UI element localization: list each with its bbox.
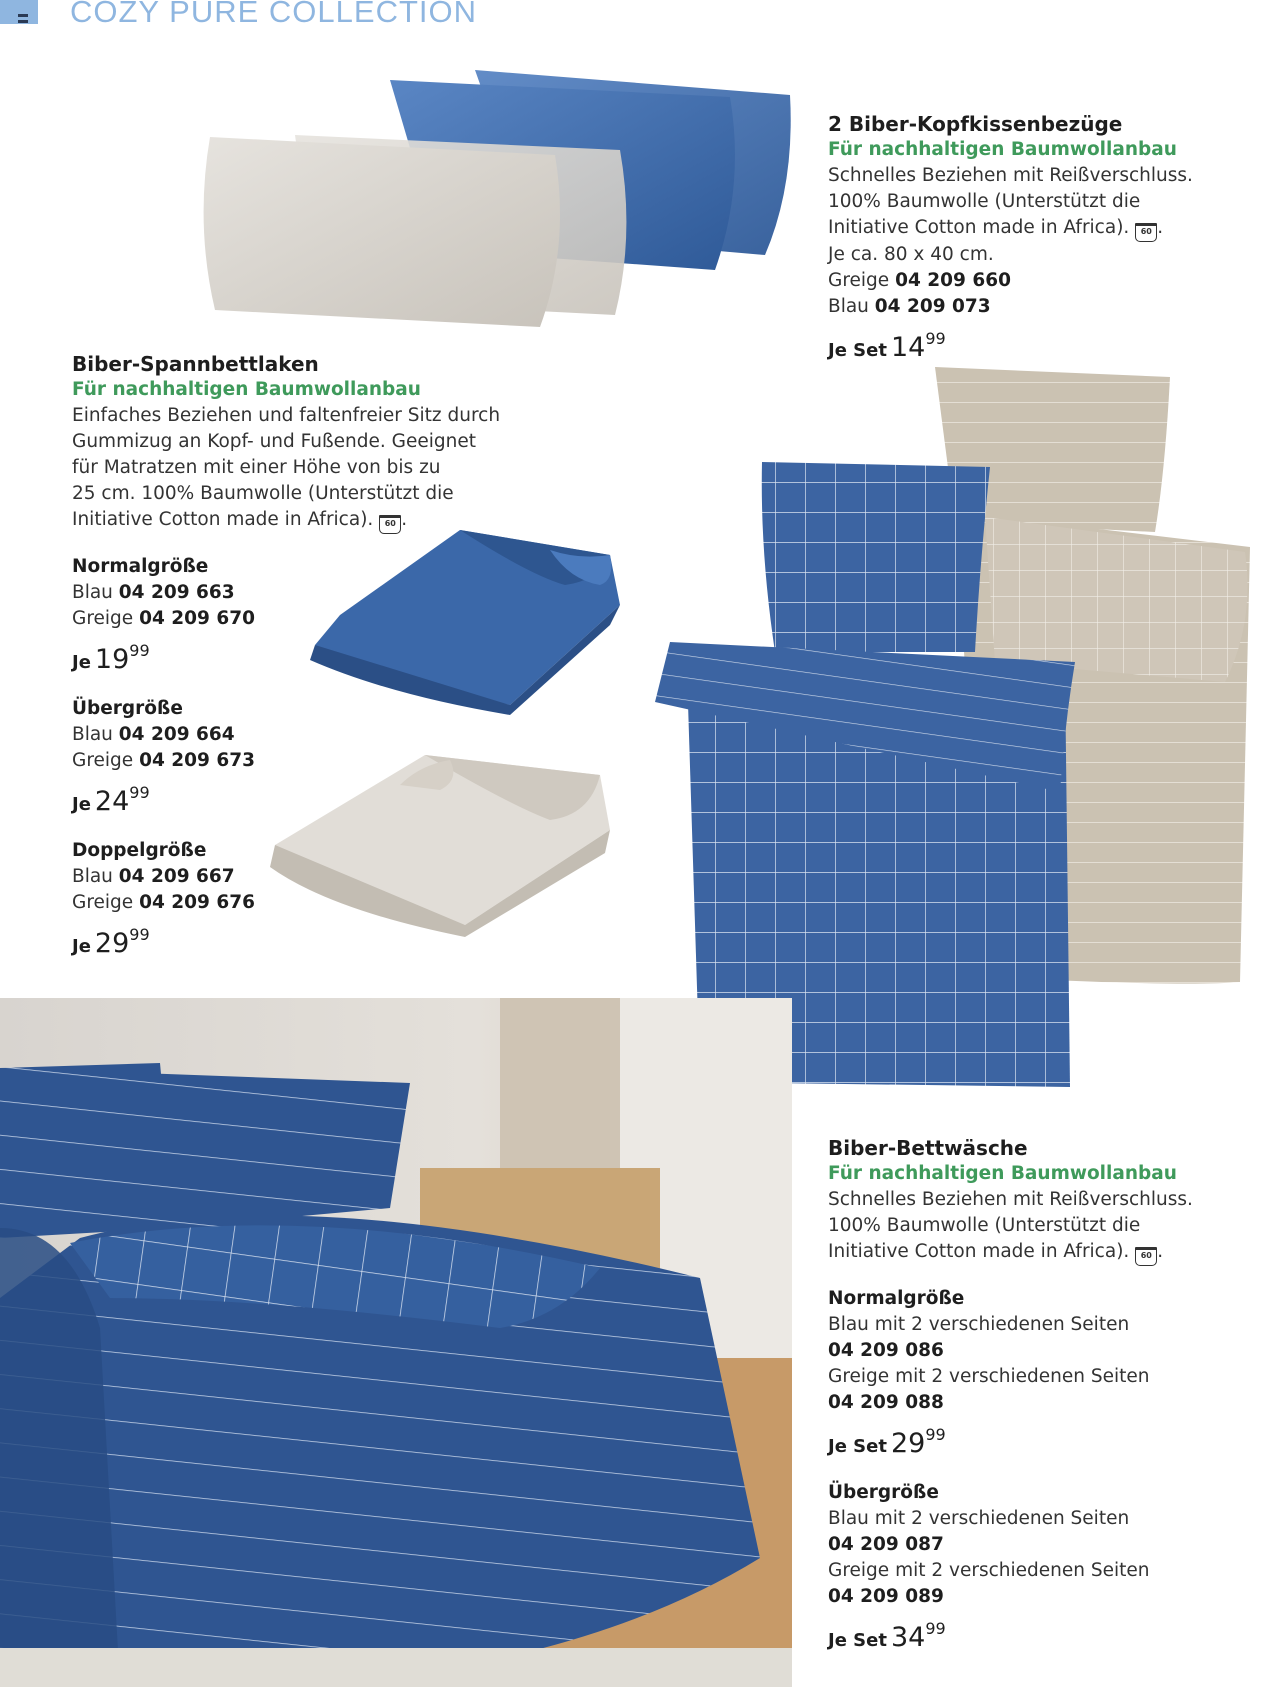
variant-row: Blau 04 209 663 <box>72 582 235 603</box>
wash-60-icon: 60 <box>379 515 401 534</box>
variant-row: Blau 04 209 667 <box>72 866 235 887</box>
wash-60-icon: 60 <box>1135 1247 1157 1266</box>
variant-row: Blau 04 209 073 <box>828 296 991 317</box>
bedding-set-image <box>655 362 1255 1097</box>
product-title: 2 Biber-Kopfkissenbezüge <box>828 112 1123 136</box>
price: Je Set 1499 <box>828 329 946 363</box>
product-subtitle: Für nachhaltigen Baumwollanbau <box>828 139 1177 160</box>
variant-color: Blau mit 2 verschiedenen Seiten <box>828 1508 1130 1529</box>
product-subtitle: Für nachhaltigen Baumwollanbau <box>828 1163 1177 1184</box>
menu-icon <box>18 14 28 17</box>
spannbettlaken-block: Biber-Spannbettlaken Für nachhaltigen Baumwollanbau Einfaches Beziehen und faltenfreier Sitz durch Gummizug an Kopf- und Fußende. Geeignet für Matratzen mit einer Höhe von bis zu 25 cm. 100% Baumwolle (Unterstützt die Initiative Cotton made in Africa). 60 . Normalgröße Blau 04 209 663 Greige 04 209 670 Je 1999 Übergröße Blau 04 209 664 Greige 04 209 673 Je 2499 Doppelgröße Blau 04 209 667 Greige 04 209 676 Je 2999 <box>72 351 512 960</box>
variant-color: Blau mit 2 verschiedenen Seiten <box>828 1314 1130 1335</box>
product-title: Biber-Spannbettlaken <box>72 352 319 376</box>
size-label: Übergröße <box>828 1482 939 1503</box>
variant-color: Greige mit 2 verschiedenen Seiten <box>828 1560 1150 1581</box>
pillows-image <box>205 65 795 335</box>
product-description: Einfaches Beziehen und faltenfreier Sitz durch Gummizug an Kopf- und Fußende. Geeignet für Matratzen mit einer Höhe von bis zu 25 cm. 100% Baumwolle (Unterstützt die Initiative Cotton made in Africa). <box>72 405 501 530</box>
price: Je 2999 <box>72 925 150 959</box>
variant-row: Blau 04 209 664 <box>72 724 235 745</box>
wash-60-icon: 60 <box>1135 223 1157 242</box>
product-description: Schnelles Beziehen mit Reißverschluss. 100% Baumwolle (Unterstützt die Initiative Cotton made in Africa). <box>828 165 1193 238</box>
bettwaesche-block: Biber-Bettwäsche Für nachhaltigen Baumwollanbau Schnelles Beziehen mit Reißverschluss. 100% Baumwolle (Unterstützt die Initiative Cotton made in Africa). 60 . Normalgröße Blau mit 2 verschiedenen Seiten 04 209 086 Greige mit 2 verschiedenen Seiten 04 209 088 Je Set 2999 Übergröße Blau mit 2 verschiedenen Seiten 04 209 087 Greige mit 2 verschiedenen Seiten 04 209 089 Je Set 3499 <box>828 1135 1268 1654</box>
price: Je Set 3499 <box>828 1619 946 1653</box>
variant-art: 04 209 088 <box>828 1392 944 1413</box>
variant-color: Greige mit 2 verschiedenen Seiten <box>828 1366 1150 1387</box>
kopfkissen-block: 2 Biber-Kopfkissenbezüge Für nachhaltigen Baumwollanbau Schnelles Beziehen mit Reißverschluss. 100% Baumwolle (Unterstützt die Initiative Cotton made in Africa). 60 . Je ca. 80 x 40 cm. Greige 04 209 660 Blau 04 209 073 Je Set 1499 <box>828 111 1258 364</box>
collection-title: COZY PURE COLLECTION <box>70 0 478 29</box>
product-size: Je ca. 80 x 40 cm. <box>828 244 994 265</box>
bedroom-photo <box>0 998 792 1687</box>
variant-row: Greige 04 209 676 <box>72 892 255 913</box>
price: Je Set 2999 <box>828 1425 946 1459</box>
variant-row: Greige 04 209 670 <box>72 608 255 629</box>
variant-row: Greige 04 209 673 <box>72 750 255 771</box>
size-label: Übergröße <box>72 698 183 719</box>
price: Je 1999 <box>72 641 150 675</box>
variant-art: 04 209 089 <box>828 1586 944 1607</box>
variant-row: Greige 04 209 660 <box>828 270 1011 291</box>
size-label: Normalgröße <box>72 556 209 577</box>
product-description: Schnelles Beziehen mit Reißverschluss. 100% Baumwolle (Unterstützt die Initiative Cotton made in Africa). <box>828 1189 1193 1262</box>
price: Je 2499 <box>72 783 150 817</box>
product-title: Biber-Bettwäsche <box>828 1136 1028 1160</box>
variant-art: 04 209 087 <box>828 1534 944 1555</box>
size-label: Doppelgröße <box>72 840 207 861</box>
product-subtitle: Für nachhaltigen Baumwollanbau <box>72 379 421 400</box>
header-tab <box>0 0 38 24</box>
size-label: Normalgröße <box>828 1288 965 1309</box>
variant-art: 04 209 086 <box>828 1340 944 1361</box>
